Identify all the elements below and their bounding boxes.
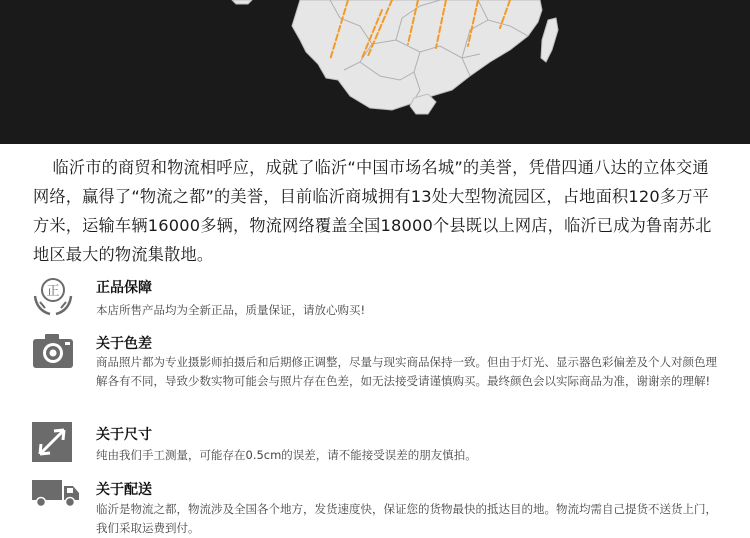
feature-desc: 临沂是物流之都，物流涉及全国各个地方，发货速度快，保证您的货物最快的抵达目的地。物流均需自己提货不送货上门，我们采取运费到付。 <box>96 502 717 535</box>
intro-section <box>33 153 723 269</box>
china-map-graphic <box>0 0 750 144</box>
island-top <box>232 0 252 4</box>
resize-arrow-icon <box>32 422 74 462</box>
taiwan-island <box>541 18 558 62</box>
feature-title: 关于配送 <box>96 482 152 498</box>
feature-title: 关于色差 <box>96 336 152 352</box>
camera-icon <box>32 332 74 372</box>
svg-text:正: 正 <box>46 284 60 299</box>
truck-icon <box>32 478 80 518</box>
feature-desc: 本店所售产品均为全新正品，质量保证，请放心购买! <box>96 303 366 317</box>
intro-paragraph: 临沂市的商贸和物流相呼应，成就了临沂“中国市场名城”的美誉，凭借四通八达的立体交通网络，赢得了“物流之都”的美誉，目前临沂商城拥有13处大型物流园区，占地面积120多万平方米，运输车辆16000多辆，物流网络覆盖全国18000个县既以上网店，临沂已成为鲁南苏北地区最大的物流集散地。 <box>33 158 712 264</box>
feature-title: 关于尺寸 <box>96 427 152 443</box>
genuine-hands-icon <box>32 276 74 316</box>
feature-title: 正品保障 <box>96 280 152 296</box>
feature-desc: 商品照片都为专业摄影师拍摄后和后期修正调整，尽量与现实商品保持一致。但由于灯光、显示器色彩偏差及个人对颜色理解各有不同，导致少数实物可能会与照片存在色差，如无法接受请谨慎购买。最终颜色会以实际商品为准，谢谢亲的理解! <box>96 355 717 388</box>
hero-map-banner <box>0 0 750 144</box>
feature-desc: 纯由我们手工测量，可能存在0.5cm的误差，请不能接受误差的朋友慎拍。 <box>96 448 477 462</box>
